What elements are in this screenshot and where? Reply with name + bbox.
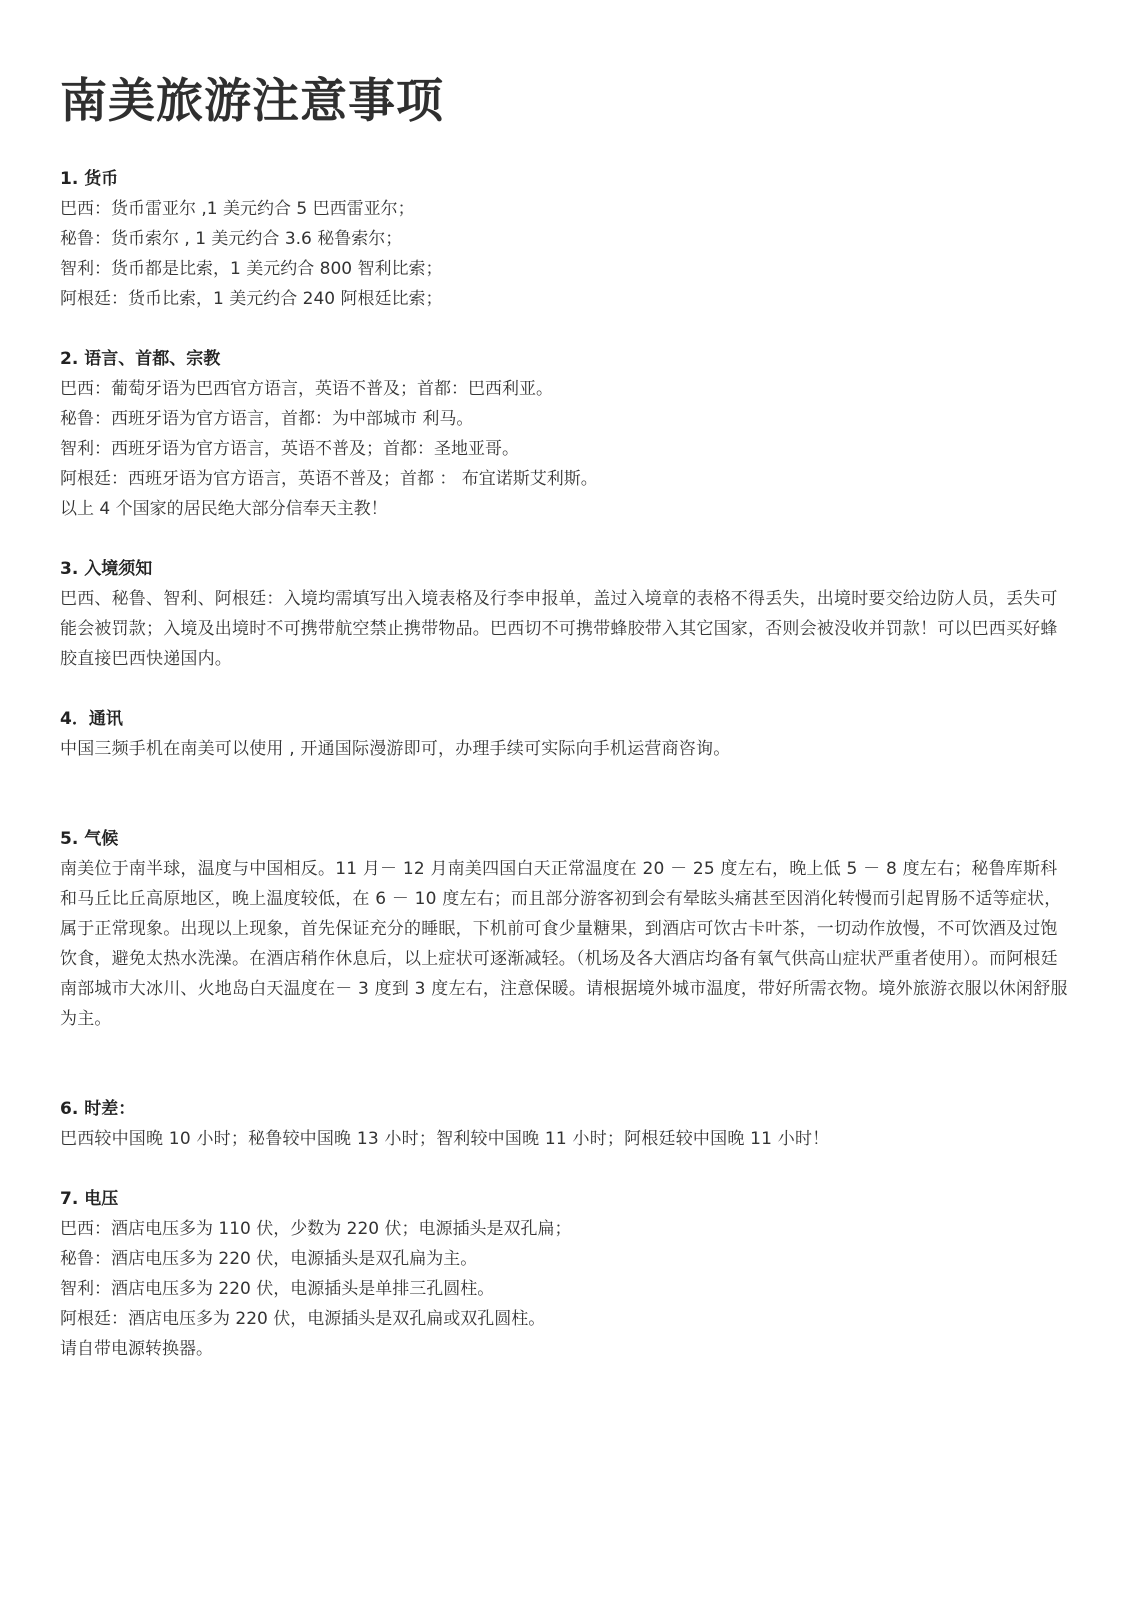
language-line-chile: 智利：西班牙语为官方语言，英语不普及；首都：圣地亚哥。: [60, 439, 519, 459]
entry-paragraph: 巴西、秘鲁、智利、阿根廷：入境均需填写出入境表格及行李申报单，盖过入境章的表格不得丢失，出境时要交给边防人员，丢失可能会被罚款；入境及出境时不可携带航空禁止携带物品。巴西切不可携带蜂胶带入其它国家，否则会被没收并罚款！可以巴西买好蜂胶直接巴西快递国内。: [60, 589, 1058, 669]
currency-line-brazil: 巴西：货币雷亚尔 ,1 美元约合 5 巴西雷亚尔；: [60, 199, 415, 219]
voltage-line-argentina: 阿根廷：酒店电压多为 220 伏，电源插头是双孔扁或双孔圆柱。: [60, 1309, 546, 1329]
section-heading-timezone: 6. 时差：: [60, 1099, 136, 1119]
voltage-line-peru: 秘鲁：酒店电压多为 220 伏，电源插头是双孔扁为主。: [60, 1249, 478, 1269]
section-voltage: [60, 1184, 1071, 1364]
language-line-religion: 以上 4 个国家的居民绝大部分信奉天主教！: [60, 499, 388, 519]
voltage-line-chile: 智利：酒店电压多为 220 伏，电源插头是单排三孔圆柱。: [60, 1279, 495, 1299]
section-spacer: [60, 314, 1071, 344]
language-line-argentina: 阿根廷：西班牙语为官方语言，英语不普及；首都 ： 布宜诺斯艾利斯。: [60, 469, 598, 489]
voltage-line-adapter: 请自带电源转换器。: [60, 1339, 213, 1359]
climate-paragraph: 南美位于南半球，温度与中国相反。11 月－ 12 月南美四国白天正常温度在 20 － 25 度左右，晚上低 5 － 8 度左右；秘鲁库斯科和马丘比丘高原地区，晚上温度较低，在 6 － 10 度左右；而且部分游客初到会有晕眩头痛甚至因消化转慢而引起胃肠不适等症状，属于正常现象。出现以上现象，首先保证充分的睡眠，下机前可食少量糖果，到酒店可饮古卡叶茶，一切动作放慢，不可饮酒及过饱饮食，避免太热水洗澡。在酒店稍作休息后，以上症状可逐渐减轻。（机场及各大酒店均备有氧气供高山症状严重者使用）。而阿根廷南部城市大冰川、火地岛白天温度在－ 3 度到 3 度左右，注意保暖。请根据境外城市温度，带好所需衣物。境外旅游衣服以休闲舒服为主。: [60, 859, 1068, 1029]
section-telecom: [60, 704, 1071, 764]
section-spacer: [60, 524, 1071, 554]
voltage-line-brazil: 巴西：酒店电压多为 110 伏，少数为 220 伏；电源插头是双孔扁；: [60, 1219, 572, 1239]
section-currency: [60, 164, 1071, 314]
section-heading-climate: 5. 气候: [60, 829, 119, 849]
page-title: 南美旅游注意事项: [60, 74, 444, 129]
section-climate: [60, 824, 1071, 1034]
section-heading-voltage: 7. 电压: [60, 1189, 119, 1209]
language-line-peru: 秘鲁：西班牙语为官方语言，首都：为中部城市 利马。: [60, 409, 474, 429]
currency-line-chile: 智利：货币都是比索，1 美元约合 800 智利比索；: [60, 259, 443, 279]
section-heading-telecom: 4．通讯: [60, 709, 123, 729]
section-spacer: [60, 674, 1071, 704]
section-spacer: [60, 1154, 1071, 1184]
section-heading-currency: 1. 货币: [60, 169, 119, 189]
section-language: [60, 344, 1071, 524]
currency-line-argentina: 阿根廷：货币比索，1 美元约合 240 阿根廷比索；: [60, 289, 443, 309]
section-heading-language: 2. 语言、首都、宗教: [60, 349, 221, 369]
timezone-paragraph: 巴西较中国晚 10 小时；秘鲁较中国晚 13 小时；智利较中国晚 11 小时；阿根廷较中国晚 11 小时！: [60, 1129, 830, 1149]
section-timezone: [60, 1094, 1071, 1154]
section-spacer: [60, 764, 1071, 824]
currency-line-peru: 秘鲁：货币索尔 , 1 美元约合 3.6 秘鲁索尔；: [60, 229, 403, 249]
section-spacer: [60, 1034, 1071, 1094]
section-entry: [60, 554, 1071, 674]
telecom-paragraph: 中国三频手机在南美可以使用 , 开通国际漫游即可，办理手续可实际向手机运营商咨询。: [60, 739, 731, 759]
language-line-brazil: 巴西：葡萄牙语为巴西官方语言，英语不普及；首都：巴西利亚。: [60, 379, 553, 399]
section-heading-entry: 3. 入境须知: [60, 559, 153, 579]
